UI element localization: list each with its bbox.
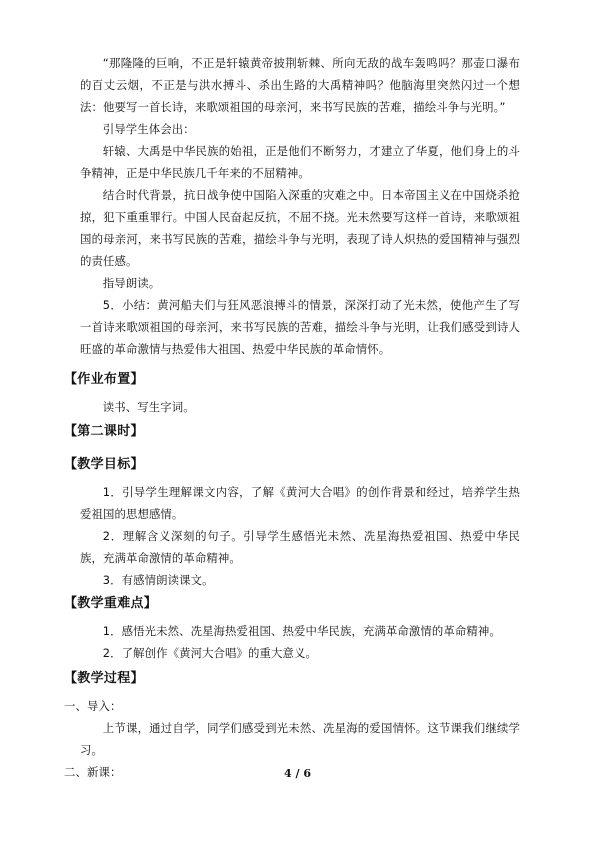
goal-1: 1．引导学生理解课文内容，了解《黄河大合唱》的创作背景和经过，培养学生热爱祖国的思想感情。 [80, 485, 520, 521]
heading-second-lesson: 【第二课时】 [64, 424, 144, 439]
heading-teaching-process: 【教学过程】 [64, 671, 144, 686]
goals-block [80, 481, 520, 591]
paragraph-homework: 读书、写生字词。 [102, 400, 195, 414]
section-intro-title: 一、导入： [64, 699, 122, 713]
section-intro-text: 上节课，通过自学，同学们感受到光未然、冼星海的爱国情怀。这节课我们继续学习。 [80, 721, 520, 757]
quote-paragraph-block [80, 52, 520, 360]
key-points-block [80, 620, 520, 664]
paragraph-summary: 5．小结：黄河船夫们与狂风恶浪搏斗的情景，深深打动了光未然，使他产生了写一首诗来歌颂祖国的母亲河，来书写民族的苦难，描绘斗争与光明，让我们感受到诗人旺盛的革命激情与热爱伟大祖国、热爱中华民族的革命情怀。 [80, 298, 520, 356]
goal-2: 2．理解含义深刻的句子。引导学生感悟光未然、冼星海热爱祖国、热爱中华民族，充满革命激情的革命精神。 [80, 529, 520, 565]
paragraph-ancestors: 轩辕、大禹是中华民族的始祖，正是他们不断努力，才建立了华夏，他们身上的斗争精神，正是中华民族几千年来的不屈精神。 [80, 144, 520, 180]
section-new-lesson-title: 二、新课： [64, 765, 122, 779]
key-point-1: 1．感悟光未然、冼星海热爱祖国、热爱中华民族，充满革命激情的革命精神。 [102, 624, 501, 638]
page-number: 4 / 6 [284, 767, 311, 780]
paragraph-guide: 引导学生体会出： [102, 122, 195, 136]
heading-key-points: 【教学重难点】 [64, 596, 158, 611]
paragraph-reading: 指导朗读。 [102, 276, 161, 290]
paragraph-quote: “那隆隆的巨响，不正是轩辕黄帝披荆斩棘、所向无敌的战车轰鸣吗？那壶口瀑布的百丈云烟，不正是与洪水搏斗、杀出生路的大禹精神吗？他脑海里突然闪过一个想法：他要写一首长诗，来歌颂祖国的母亲河，来书写民族的苦难，描绘斗争与光明。” [80, 56, 520, 114]
homework-block [80, 396, 520, 418]
paragraph-background: 结合时代背景，抗日战争使中国陷入深重的灾难之中。日本帝国主义在中国烧杀抢掠，犯下重重罪行。中国人民奋起反抗，不屈不挠。光未然要写这样一首诗，来歌颂祖国的母亲河，来书写民族的苦难，描绘斗争与光明，表现了诗人炽热的爱国精神与强烈的责任感。 [80, 188, 520, 268]
heading-teaching-goals: 【教学目标】 [64, 457, 144, 472]
goal-3: 3．有感情朗读课文。 [102, 573, 214, 587]
key-point-2: 2．了解创作《黄河大合唱》的重大意义。 [102, 646, 317, 660]
heading-homework: 【作业布置】 [64, 372, 144, 387]
